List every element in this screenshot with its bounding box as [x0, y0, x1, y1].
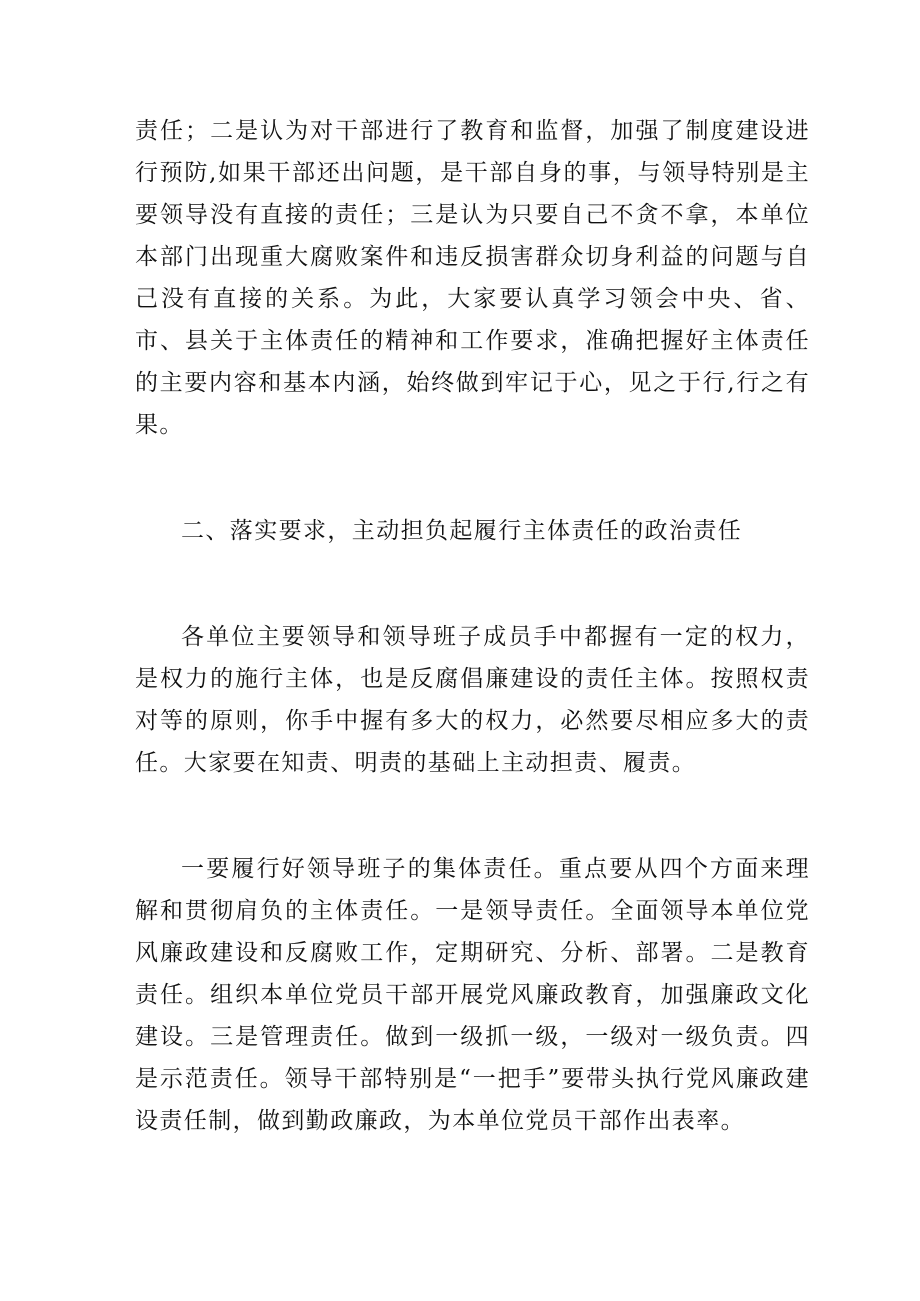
paragraph-continuation: 责任；二是认为对干部进行了教育和监督，加强了制度建设进行预防,如果干部还出问题，是干部自身的事，与领导特别是主要领导没有直接的责任；三是认为只要自己不贪不拿，本单位本部门出现重大腐败案件和违反损害群众切身利益的问题与自己没有直接的关系。为此，大家要认真学习领会中央、省、市、县关于主体责任的精神和工作要求，准确把握好主体责任的主要内容和基本内涵，始终做到牢记于心，见之于行,行之有果。	[135, 118, 810, 438]
document-body	[135, 110, 810, 1206]
paragraph-responsibility-subject: 各单位主要领导和领导班子成员手中都握有一定的权力，是权力的施行主体，也是反腐倡廉建设的责任主体。按照权责对等的原则，你手中握有多大的权力，必然要尽相应多大的责任。大家要在知责、明责的基础上主动担责、履责。	[135, 624, 810, 776]
section-heading: 二、落实要求，主动担负起履行主体责任的政治责任	[181, 518, 743, 544]
paragraph-collective-responsibility: 一要履行好领导班子的集体责任。重点要从四个方面来理解和贯彻肩负的主体责任。一是领导责任。全面领导本单位党风廉政建设和反腐败工作，定期研究、分析、部署。二是教育责任。组织本单位党员干部开展党风廉政教育，加强廉政文化建设。三是管理责任。做到一级抓一级，一级对一级负责。四是示范责任。领导干部特别是“一把手”要带头执行党风廉政建设责任制，做到勤政廉政，为本单位党员干部作出表率。	[135, 856, 810, 1134]
